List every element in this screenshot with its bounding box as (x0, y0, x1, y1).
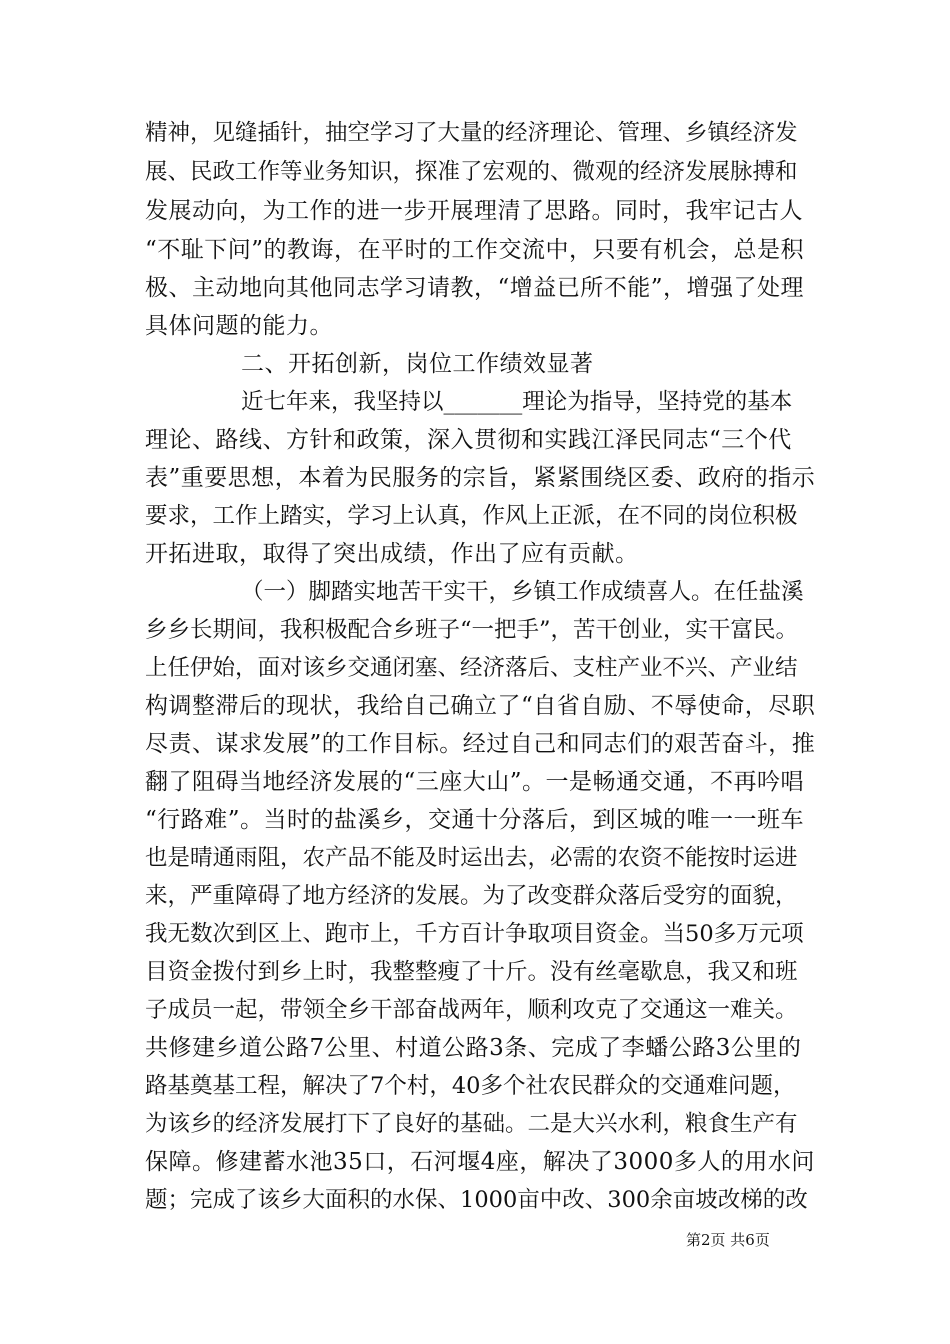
text-line: 翻了阻碍当地经济发展的“三座大山”。一是畅通交通，不再吟唱 (145, 769, 805, 795)
text-line: “行路难”。当时的盐溪乡，交通十分落后，到区城的唯一一班车 (145, 807, 805, 833)
text-line: 为该乡的经济发展打下了良好的基础。二是大兴水利，粮食生产有 (145, 1111, 798, 1137)
text-line: 题；完成了该乡大面积的水保、1000亩中改、300余亩坡改梯的改 (145, 1187, 808, 1213)
text-line: 路基奠基工程，解决了7个村，40多个社农民群众的交通难问题， (145, 1073, 796, 1099)
text-line: “不耻下问”的教诲，在平时的工作交流中，只要有机会，总是积 (145, 237, 805, 263)
text-line: 目资金拨付到乡上时，我整整瘦了十斤。没有丝毫歇息，我又和班 (145, 959, 798, 985)
text-line: 近七年来，我坚持以_______理论为指导，坚持党的基本 (241, 389, 793, 415)
text-line: 开拓进取，取得了突出成绩，作出了应有贡献。 (145, 541, 639, 567)
text-line: 尽责、谋求发展”的工作目标。经过自己和同志们的艰苦奋斗，推 (145, 731, 816, 757)
text-line: 乡乡长期间，我积极配合乡班子“一把手”，苦干创业，实干富民。 (145, 617, 799, 643)
subsection-line: （一）脚踏实地苦干实干，乡镇工作成绩喜人。在任盐溪 (241, 579, 804, 605)
text-line: 上任伊始，面对该乡交通闭塞、经济落后、支柱产业不兴、产业结 (145, 655, 798, 681)
text-line: 发展动向，为工作的进一步开展理清了思路。同时，我牢记古人 (145, 198, 803, 224)
section-heading: 二、开拓创新，岗位工作绩效显著 (241, 351, 594, 377)
text-line: 展、民政工作等业务知识，探准了宏观的、微观的经济发展脉搏和 (145, 159, 798, 185)
text-line: 共修建乡道公路7公里、村道公路3条、完成了李蟠公路3公里的 (145, 1035, 802, 1061)
text-line: 表”重要思想，本着为民服务的宗旨，紧紧围绕区委、政府的指示 (145, 465, 816, 491)
text-line: 保障。修建蓄水池35口，石河堰4座，解决了3000多人的用水问 (145, 1149, 815, 1175)
text-line: 构调整滞后的现状，我给自己确立了“自省自励、不辱使命，尽职 (145, 693, 816, 719)
text-line: 具体问题的能力。 (145, 313, 333, 339)
text-line: 精神，见缝插针，抽空学习了大量的经济理论、管理、乡镇经济发 (145, 120, 798, 146)
text-line: 也是晴通雨阻，农产品不能及时运出去，必需的农资不能按时运进 (145, 845, 798, 871)
text-line: 子成员一起，带领全乡干部奋战两年，顺利攻克了交通这一难关。 (145, 997, 798, 1023)
page-number: 第2页 共6页 (686, 1231, 770, 1249)
text-line: 要求，工作上踏实，学习上认真，作风上正派，在不同的岗位积极 (145, 503, 798, 529)
text-line: 理论、路线、方针和政策，深入贯彻和实践江泽民同志“三个代 (145, 427, 792, 453)
text-line: 我无数次到区上、跑市上，千方百计争取项目资金。当50多万元项 (145, 921, 804, 947)
text-line: 极、主动地向其他同志学习请教，“增益已所不能”，增强了处理 (145, 275, 805, 301)
text-line: 来，严重障碍了地方经济的发展。为了改变群众落后受穷的面貌， (145, 883, 798, 909)
